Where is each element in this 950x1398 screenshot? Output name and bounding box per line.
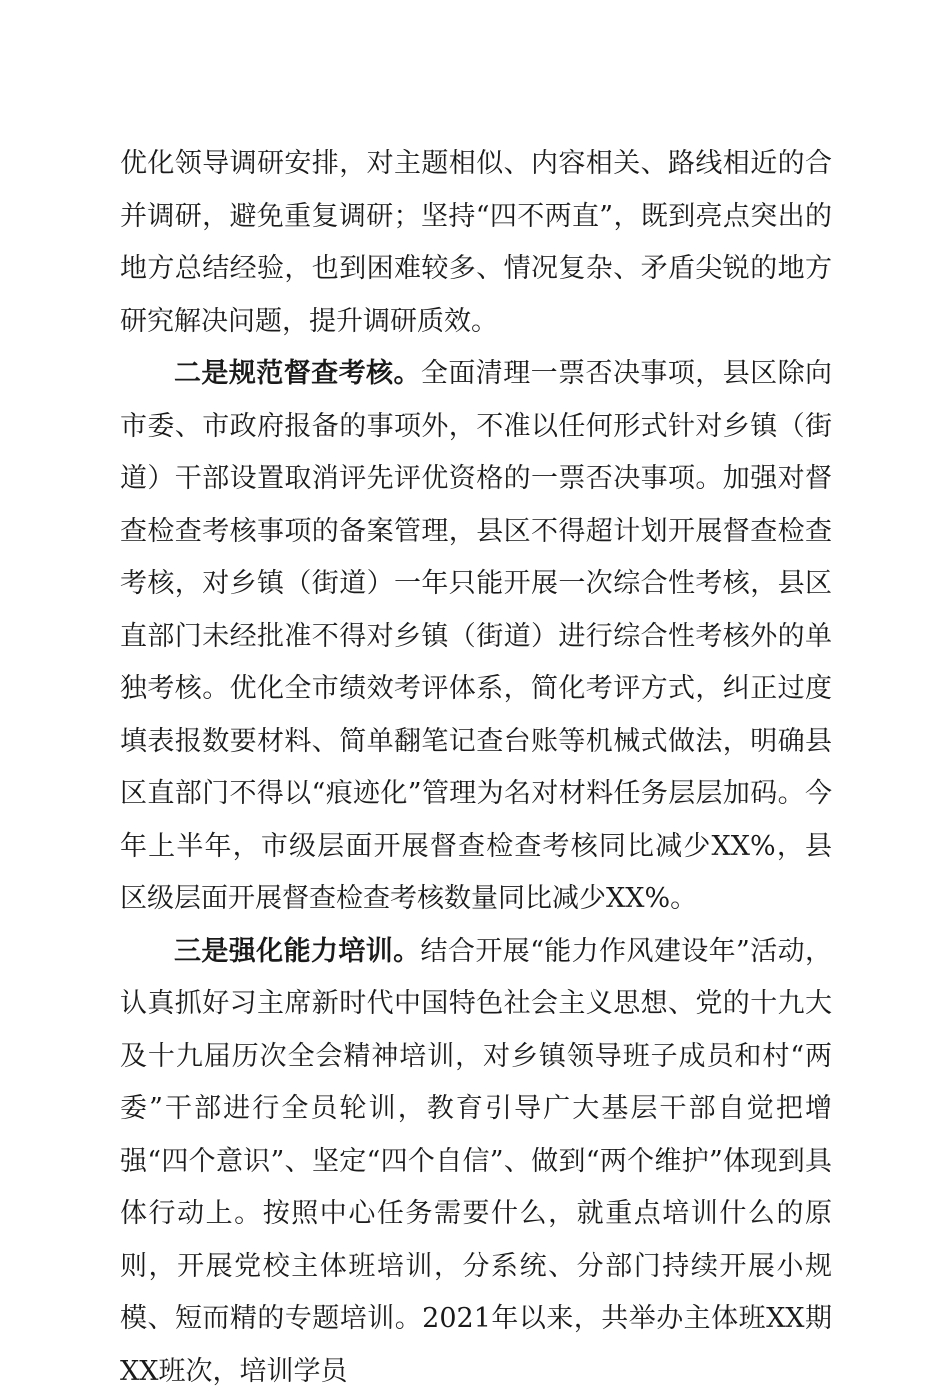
section-three-heading: 三是强化能力培训。 xyxy=(174,936,421,967)
section-three-body: 结合开展“能力作风建设年”活动，认真抓好习主席新时代中国特色社会主义思想、党的十九大及十九届历次全会精神培训，对乡镇领导班子成员和村“两委”干部进行全员轮训，教育引导广大基层干部自觉把增强“四个意识”、坚定“四个自信”、做到“两个维护”体现到具体行动上。按照中心任务需要什么，就重点培训什么的原则，开展党校主体班培训，分系统、分部门持续开展小规模、短而精的专题培训。2021年以来，共举办主体班XX期XX班次，培训学员 xyxy=(120,936,832,1387)
document-body xyxy=(120,138,832,1398)
paragraph-continued: 优化领导调研安排，对主题相似、内容相关、路线相近的合并调研，避免重复调研；坚持“四不两直”，既到亮点突出的地方总结经验，也到困难较多、情况复杂、矛盾尖锐的地方研究解决问题，提升调研质效。 xyxy=(120,138,832,348)
paragraph-section-two xyxy=(120,348,832,926)
paragraph-section-three xyxy=(120,926,832,1398)
section-two-heading: 二是规范督查考核。 xyxy=(174,358,421,389)
section-two-body: 全面清理一票否决事项，县区除向市委、市政府报备的事项外，不准以任何形式针对乡镇（街道）干部设置取消评先评优资格的一票否决事项。加强对督查检查考核事项的备案管理，县区不得超计划开展督查检查考核，对乡镇（街道）一年只能开展一次综合性考核，县区直部门未经批准不得对乡镇（街道）进行综合性考核外的单独考核。优化全市绩效考评体系，简化考评方式，纠正过度填表报数要材料、简单翻笔记查台账等机械式做法，明确县区直部门不得以“痕迹化”管理为名对材料任务层层加码。今年上半年，市级层面开展督查检查考核同比减少XX%，县区级层面开展督查检查考核数量同比减少XX%。 xyxy=(120,358,832,914)
